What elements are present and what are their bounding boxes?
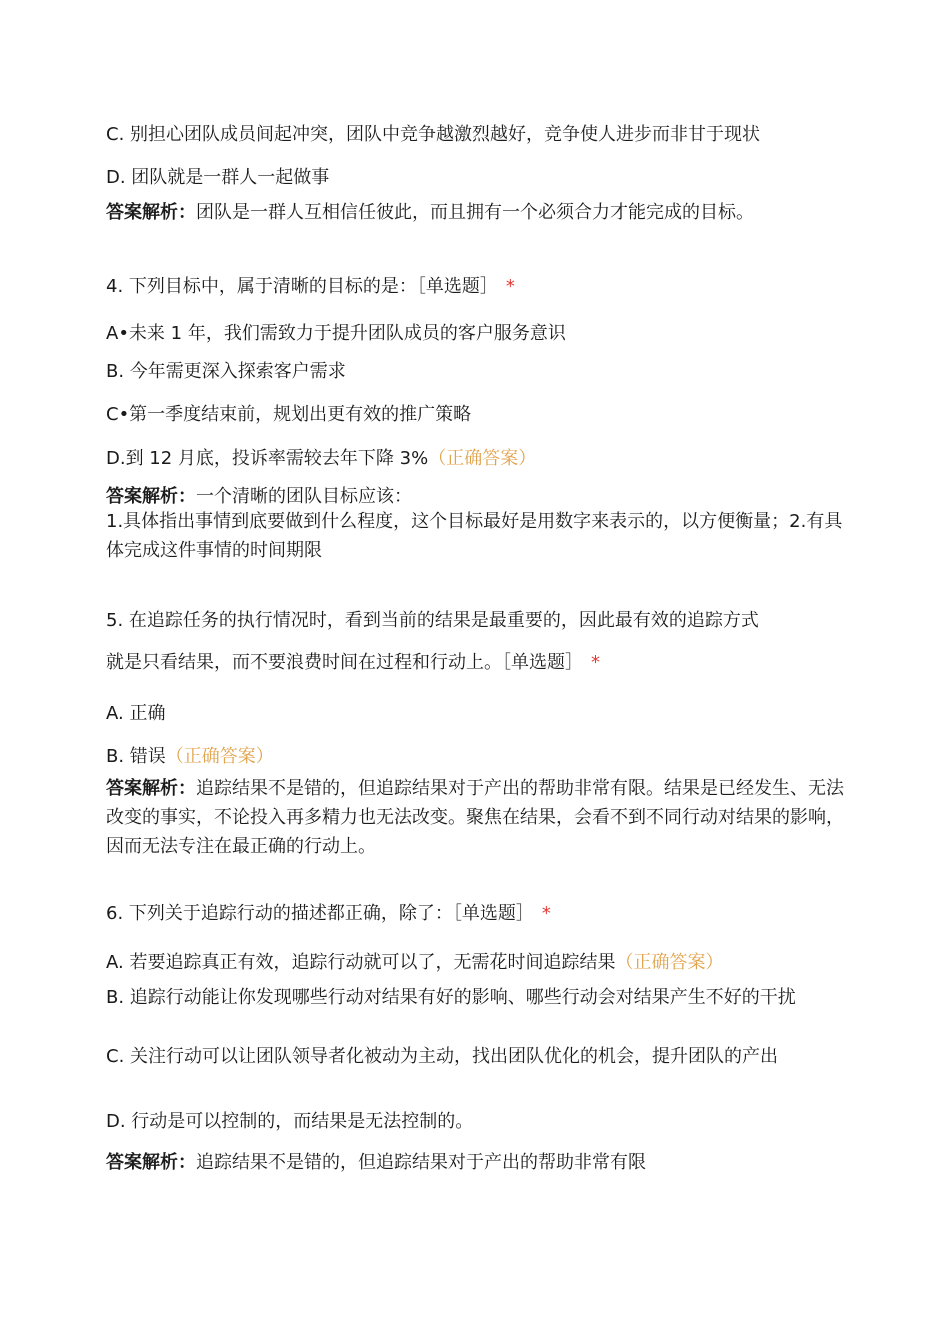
required-star: * bbox=[505, 276, 515, 297]
correct-answer-tag: （正确答案） bbox=[165, 746, 274, 767]
q4-option-a: A•未来 1 年，我们需致力于提升团队成员的客户服务意识 bbox=[106, 323, 566, 344]
q5-question-line1: 5. 在追踪任务的执行情况时，看到当前的结果是最重要的，因此最有效的追踪方式 bbox=[106, 610, 759, 631]
analysis-label: 答案解析： bbox=[106, 486, 196, 507]
q4-option-b: B. 今年需更深入探索客户需求 bbox=[106, 361, 346, 382]
q5-option-a: A. 正确 bbox=[106, 703, 166, 724]
option-text: A. 若要追踪真正有效，追踪行动就可以了，无需花时间追踪结果 bbox=[106, 952, 616, 973]
analysis-label: 答案解析： bbox=[106, 1152, 196, 1173]
option-text: B. 错误 bbox=[106, 746, 166, 767]
q4-analysis-detail: 1.具体指出事情到底要做到什么程度，这个目标最好是用数字来表示的，以方便衡量；2.有具体完成这件事情的时间期限 bbox=[106, 511, 843, 561]
analysis-text: 追踪结果不是错的，但追踪结果对于产出的帮助非常有限 bbox=[196, 1152, 646, 1173]
q3-option-c: C. 别担心团队成员间起冲突，团队中竞争越激烈越好，竞争使人进步而非甘于现状 bbox=[106, 124, 761, 145]
q4-question bbox=[106, 272, 846, 301]
q5-option-b bbox=[106, 742, 846, 771]
q6-option-d: D. 行动是可以控制的，而结果是无法控制的。 bbox=[106, 1111, 474, 1132]
q6-analysis bbox=[106, 1148, 846, 1177]
q6-option-c: C. 关注行动可以让团队领导者化被动为主动，找出团队优化的机会，提升团队的产出 bbox=[106, 1046, 779, 1067]
analysis-label: 答案解析： bbox=[106, 778, 196, 799]
required-star: * bbox=[591, 652, 600, 673]
correct-answer-tag: （正确答案） bbox=[428, 448, 537, 469]
q3-option-d: D. 团队就是一群人一起做事 bbox=[106, 167, 330, 188]
q4-option-c: C•第一季度结束前，规划出更有效的推广策略 bbox=[106, 404, 472, 425]
correct-answer-tag: （正确答案） bbox=[615, 952, 724, 973]
q6-option-a bbox=[106, 948, 846, 977]
question-text: 4. 下列目标中，属于清晰的目标的是：［单选题］ bbox=[106, 276, 498, 297]
q6-option-b: B. 追踪行动能让你发现哪些行动对结果有好的影响、哪些行动会对结果产生不好的干扰 bbox=[106, 987, 796, 1008]
q6-question bbox=[106, 899, 846, 928]
analysis-text: 追踪结果不是错的，但追踪结果对于产出的帮助非常有限。结果是已经发生、无法改变的事实，不论投入再多精力也无法改变。聚焦在结果，会看不到不同行动对结果的影响，因而无法专注在最正确的行动上。 bbox=[106, 778, 844, 857]
required-star: * bbox=[541, 903, 551, 924]
question-text: 就是只看结果，而不要浪费时间在过程和行动上。［单选题］ bbox=[106, 652, 583, 673]
q3-analysis bbox=[106, 198, 846, 227]
analysis-label: 答案解析： bbox=[106, 202, 196, 223]
option-text: D.到 12 月底，投诉率需较去年下降 3% bbox=[106, 448, 429, 469]
analysis-text: 一个清晰的团队目标应该： bbox=[196, 486, 412, 507]
analysis-text: 团队是一群人互相信任彼此，而且拥有一个必须合力才能完成的目标。 bbox=[196, 202, 754, 223]
q5-analysis bbox=[106, 774, 846, 861]
q5-question-line2 bbox=[106, 648, 846, 677]
q4-option-d bbox=[106, 444, 846, 473]
question-text: 6. 下列关于追踪行动的描述都正确，除了：［单选题］ bbox=[106, 903, 534, 924]
